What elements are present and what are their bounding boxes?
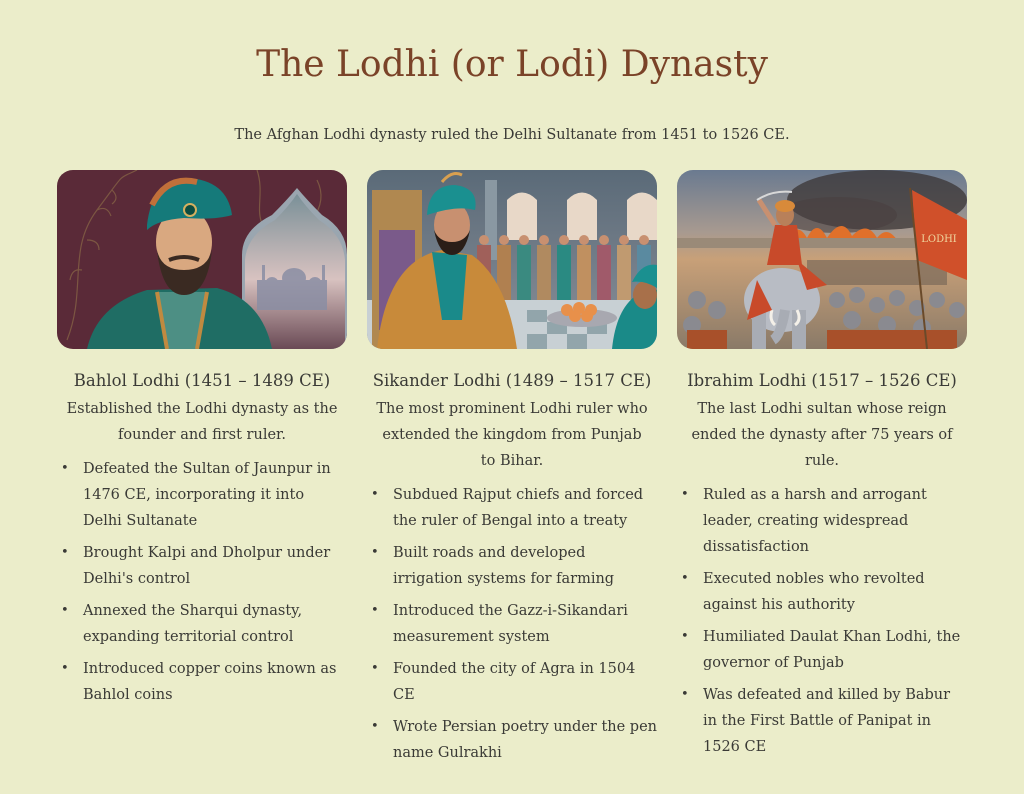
page-subtitle: The Afghan Lodhi dynasty ruled the Delhi Sultanate from 1451 to 1526 CE. — [234, 127, 790, 143]
ruler-description: The most prominent Lodhi ruler who extended the kingdom from Punjab to Bihar. — [376, 401, 648, 469]
facts-list — [677, 482, 967, 760]
rulers-grid — [57, 170, 967, 772]
facts-list — [57, 456, 347, 708]
ruler-description: Established the Lodhi dynasty as the founder and first ruler. — [66, 401, 338, 443]
fact-item: • Ruled as a harsh and arrogant leader, creating widespread dissatisfaction — [677, 482, 967, 560]
ruler-name: Sikander Lodhi (1489 – 1517 CE) — [372, 371, 652, 390]
facts-list — [367, 482, 657, 766]
fact-item: • Humiliated Daulat Khan Lodhi, the governor of Punjab — [677, 624, 967, 676]
fact-item: • Founded the city of Agra in 1504 CE — [367, 656, 657, 708]
fact-item: • Was defeated and killed by Babur in the First Battle of Panipat in 1526 CE — [677, 682, 967, 760]
ruler-name: Ibrahim Lodhi (1517 – 1526 CE) — [687, 371, 957, 390]
bahlol-portrait-image — [57, 170, 347, 349]
fact-item: • Defeated the Sultan of Jaunpur in 1476 CE, incorporating it into Delhi Sultanate — [57, 456, 347, 534]
banner-text: LODHI — [921, 234, 957, 245]
ruler-card-sikander — [367, 170, 657, 772]
ruler-description: The last Lodhi sultan whose reign ended the dynasty after 75 years of rule. — [691, 401, 953, 469]
fact-item: • Built roads and developed irrigation systems for farming — [367, 540, 657, 592]
ibrahim-battle-image — [677, 170, 967, 349]
fact-item: • Brought Kalpi and Dholpur under Delhi's control — [57, 540, 347, 592]
ruler-name: Bahlol Lodhi (1451 – 1489 CE) — [73, 371, 331, 390]
fact-item: • Introduced the Gazz-i-Sikandari measurement system — [367, 598, 657, 650]
fact-item: • Wrote Persian poetry under the pen name Gulrakhi — [367, 714, 657, 766]
page-title: The Lodhi (or Lodi) Dynasty — [256, 44, 768, 85]
fact-item: • Subdued Rajput chiefs and forced the ruler of Bengal into a treaty — [367, 482, 657, 534]
sikander-court-image — [367, 170, 657, 349]
ruler-card-bahlol — [57, 170, 347, 772]
ruler-card-ibrahim — [677, 170, 967, 772]
fact-item: • Introduced copper coins known as Bahlol coins — [57, 656, 347, 708]
fact-item: • Annexed the Sharqui dynasty, expanding territorial control — [57, 598, 347, 650]
fact-item: • Executed nobles who revolted against his authority — [677, 566, 967, 618]
